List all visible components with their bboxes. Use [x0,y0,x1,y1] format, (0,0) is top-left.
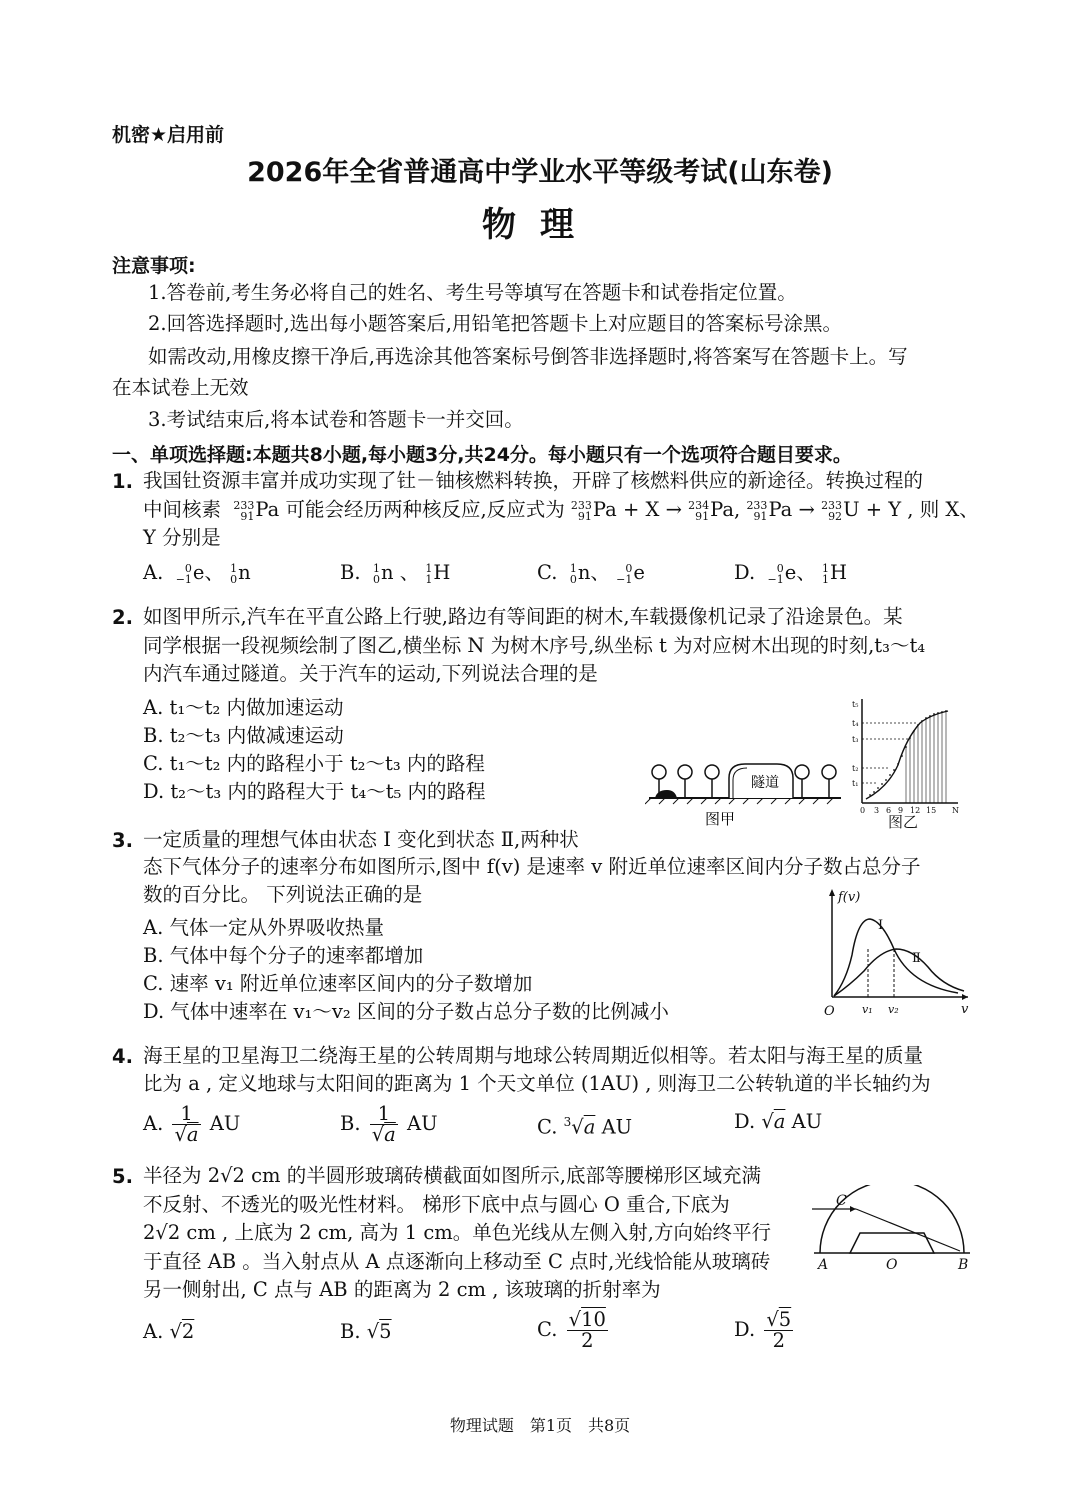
q4-line-1: 海王星的卫星海卫二绕海王星的公转周期与地球公转周期近似相等。若太阳与海王星的质量 [143,1044,924,1067]
q5-line-3: 2√2 cm , 上底为 2 cm, 高为 1 cm。单色光线从左侧入射,方向始终平行 [143,1221,771,1244]
svg-text:0: 0 [860,806,866,815]
q3-option-c[interactable]: C. 速率 v₁ 附近单位速率区间内的分子数增加 [143,972,533,995]
q5-line-2: 不反射、不透光的吸光性材料。 梯形下底中点与圆心 O 重合,下底为 [143,1193,730,1216]
notice-item-2-cont: 如需改动,用橡皮擦干净后,再选涂其他答案标号倒答非选择题时,将答案写在答题卡上。写 [148,345,908,368]
section-heading: 一、单项选择题:本题共8小题,每小题3分,共24分。每小题只有一个选项符合题目要求。 [112,444,852,466]
svg-text:t₄: t₄ [852,719,859,728]
q3-option-b[interactable]: B. 气体中每个分子的速率都增加 [143,944,424,967]
figure-a-caption: 图甲 [705,810,736,828]
exam-title: 2026年全省普通高中学业水平等级考试(山东卷) [247,157,833,188]
q2-line-2: 同学根据一段视频绘制了图乙,横坐标 N 为树木序号,纵坐标 t 为对应树木出现的时刻,t₃～t₄ [143,634,926,657]
svg-text:t₂: t₂ [852,764,859,773]
notice-item-3: 3.考试结束后,将本试卷和答题卡一并交回。 [148,408,524,431]
tunnel-label: 隧道 [751,775,779,791]
svg-text:v₁: v₁ [862,1003,873,1016]
q4-option-c[interactable]: C. $^3$√a AU [537,1115,633,1139]
q4-option-d[interactable]: D. √a AU [734,1110,823,1133]
q3-line-1: 一定质量的理想气体由状态 Ⅰ 变化到状态 Ⅱ,两种状 [143,828,579,851]
svg-text:15: 15 [926,806,937,815]
figure-b-caption: 图乙 [888,813,919,830]
svg-text:12: 12 [910,806,921,815]
q5-line-4: 于直径 AB 。当入射点从 A 点逐渐向上移动至 C 点时,光线恰能从玻璃砖 [143,1250,771,1273]
svg-text:B: B [958,1257,969,1273]
q5-option-b[interactable]: B. √5 [340,1320,392,1343]
q2-option-c[interactable]: C. t₁～t₂ 内的路程小于 t₂～t₃ 内的路程 [143,752,485,775]
q5-line-5: 另一侧射出, C 点与 AB 的距离为 2 cm , 该玻璃的折射率为 [143,1278,661,1301]
svg-text:f(v): f(v) [838,890,861,905]
svg-text:O: O [886,1257,898,1273]
q2-option-d[interactable]: D. t₂～t₃ 内的路程大于 t₄～t₅ 内的路程 [143,780,486,803]
question-number: 2. [112,606,133,629]
q5-option-c[interactable]: C. $\frac{√10}{2}$ [537,1308,606,1352]
q1-option-c[interactable]: C. 1 0 n、 0 −1 e [537,561,645,586]
q2-option-b[interactable]: B. t₂～t₃ 内做减速运动 [143,724,344,747]
question-number: 4. [112,1045,133,1068]
notice-heading: 注意事项: [112,255,196,277]
svg-text:Ⅰ: Ⅰ [878,918,884,933]
svg-text:6: 6 [886,806,892,815]
svg-text:v₂: v₂ [888,1003,899,1016]
figure-road-tunnel [645,730,845,830]
q4-line-2: 比为 a , 定义地球与太阳间的距离为 1 个天文单位 (1AU) , 则海卫二公转轨道的半长轴约为 [143,1072,931,1095]
figure-semicircle-glass [808,1185,978,1275]
q1-option-b[interactable]: B. 1 0 n 、 1 1 H [340,561,451,586]
svg-text:Ⅱ: Ⅱ [912,951,921,966]
q3-option-d[interactable]: D. 气体中速率在 v₁～v₂ 区间的分子数占总分子数的比例减小 [143,1000,669,1023]
subject-title: 物理 [482,205,598,245]
q1-line-1: 我国钍资源丰富并成功实现了钍－铀核燃料转换，开辟了核燃料供应的新途径。转换过程的 [143,469,924,492]
q3-line-2: 态下气体分子的速率分布如图所示,图中 f(v) 是速率 v 附近单位速率区间内分子数占总分子 [143,855,921,878]
q1-line-3: Y 分别是 [143,526,221,549]
q2-line-3: 内汽车通过隧道。关于汽车的运动,下列说法合理的是 [143,662,598,685]
svg-text:3: 3 [874,806,880,815]
q4-option-b[interactable]: B. $\frac{1}{√a}$ AU [340,1102,438,1146]
q4-option-a[interactable]: A. $\frac{1}{√a}$ AU [143,1102,241,1146]
svg-text:N: N [952,806,959,815]
q1-option-a[interactable]: A. 0 −1 e、 1 0 n [143,561,251,586]
svg-text:t₃: t₃ [852,735,859,744]
figure-speed-distribution [818,885,973,1025]
notice-item-1: 1.答卷前,考生务必将自己的姓名、考生号等填写在答题卡和试卷指定位置。 [148,281,797,304]
q3-line-3: 数的百分比。 下列说法正确的是 [143,883,423,906]
q5-option-d[interactable]: D. $\frac{√5}{2}$ [734,1308,792,1352]
svg-text:t₅: t₅ [852,700,859,709]
svg-text:t₁: t₁ [852,779,859,788]
question-number: 3. [112,829,133,852]
svg-text:9: 9 [898,806,904,815]
q1-line-2: 中间核素 233 91 Pa 可能会经历两种核反应,反应式为 233 91 Pa + X → 234 91 Pa, 233 91 Pa → 233 92 U + Y , 则 X、 [143,498,979,523]
question-number: 1. [112,470,133,493]
q2-option-a[interactable]: A. t₁～t₂ 内做加速运动 [143,696,344,719]
notice-item-2-end: 在本试卷上无效 [112,376,249,399]
page-footer: 物理试题 第1页 共8页 [449,1416,631,1435]
svg-text:C: C [836,1193,847,1209]
q3-option-a[interactable]: A. 气体一定从外界吸收热量 [143,916,384,939]
q2-line-1: 如图甲所示,汽车在平直公路上行驶,路边有等间距的树木,车载摄像机记录了沿途景色。某 [143,605,903,628]
notice-item-2: 2.回答选择题时,选出每小题答案后,用铅笔把答题卡上对应题目的答案标号涂黑。 [148,312,843,335]
svg-text:v: v [961,1002,969,1017]
figure-time-vs-tree [848,695,968,830]
svg-text:O: O [824,1004,835,1019]
nuclide-pa: 233 91 [233,498,255,523]
q1-option-d[interactable]: D. 0 −1 e、 1 1 H [734,561,848,586]
q5-line-1: 半径为 2√2 cm 的半圆形玻璃砖横截面如图所示,底部等腰梯形区域充满 [143,1164,761,1187]
q5-option-a[interactable]: A. √2 [143,1320,195,1343]
question-number: 5. [112,1165,133,1188]
secret-label: 机密★启用前 [112,124,225,146]
svg-text:A: A [818,1257,829,1273]
